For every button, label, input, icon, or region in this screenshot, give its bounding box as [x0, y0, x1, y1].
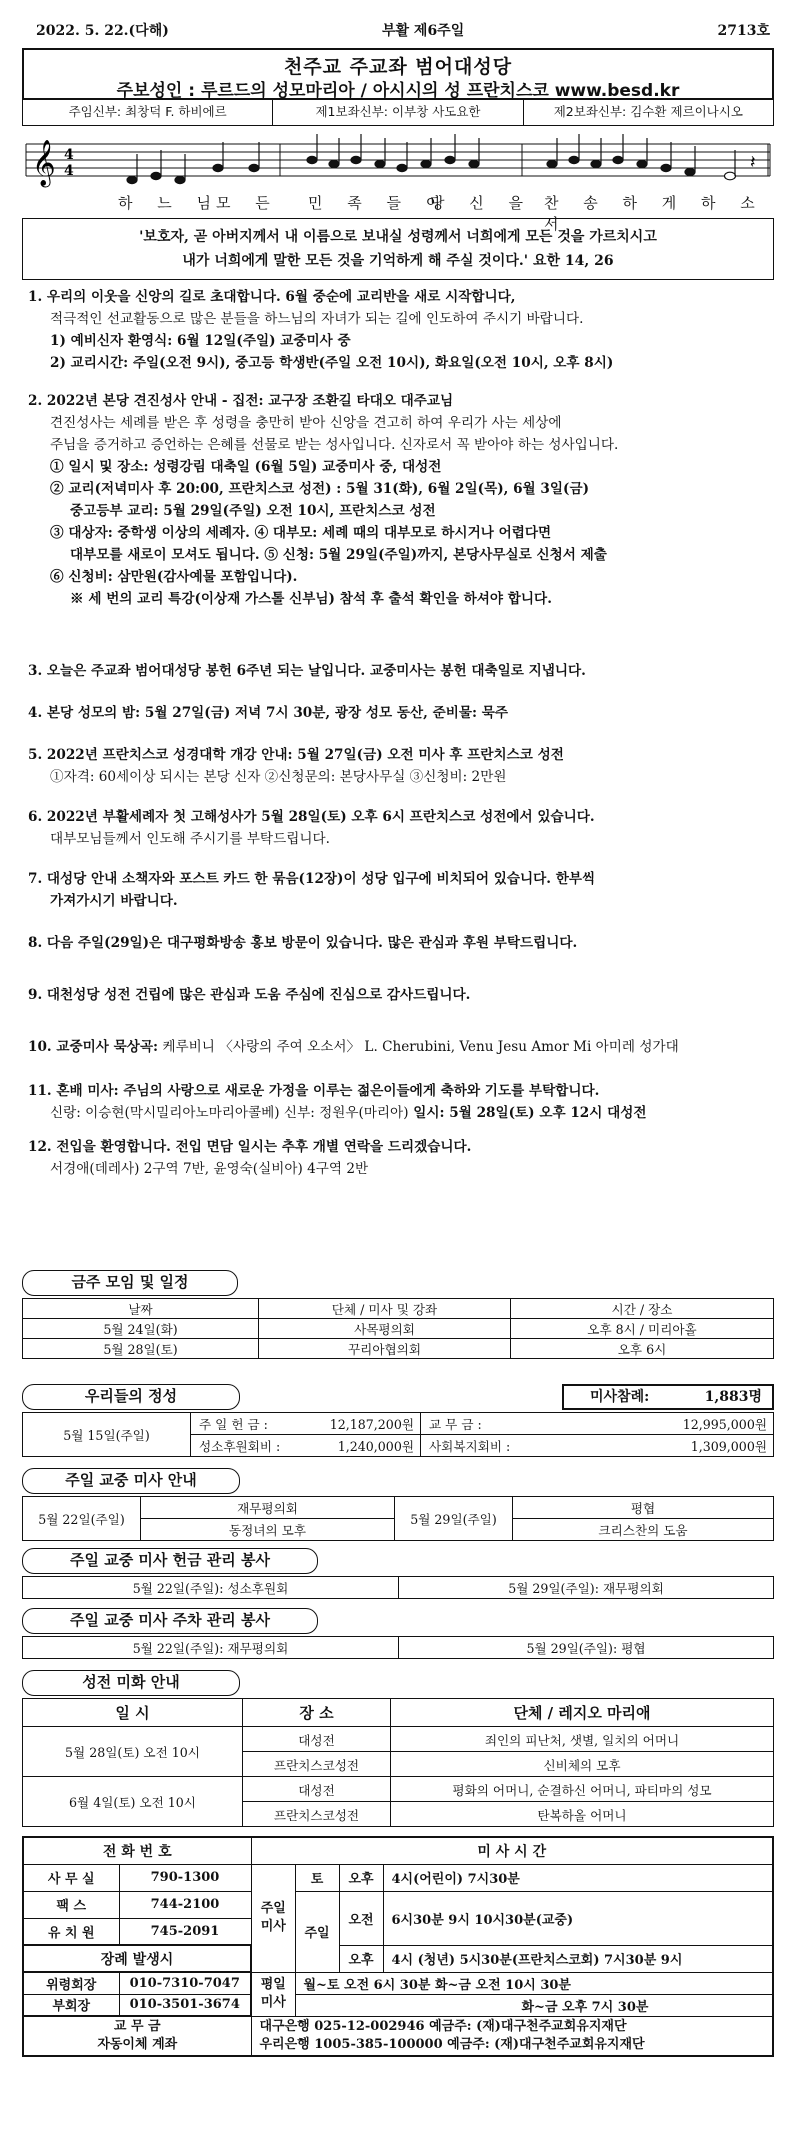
table-row — [23, 1891, 773, 1918]
money-service-2: 5월 29일(주일): 재무평의회 — [399, 1577, 774, 1599]
guide-title: 주일 교중 미사 안내 — [22, 1468, 240, 1494]
sunday-offering-value: 12,187,200원 — [297, 1413, 421, 1435]
guide-group-2a: 평협 — [513, 1497, 774, 1519]
beauty-date-2: 6월 4일(토) 오전 10시 — [23, 1777, 243, 1827]
phone-kindergarten-number: 745-2091 — [119, 1918, 251, 1945]
notice-4-title: 4. 본당 성모의 밤: 5월 27일(금) 저녁 7시 30분, 광장 성모 동산, 준비물: 묵주 — [28, 705, 508, 721]
table-row — [23, 1319, 774, 1339]
notice-1-title: 1. 우리의 이웃을 신앙의 길로 초대합니다. 6월 중순에 교리반을 새로 시작합니다, — [28, 289, 516, 305]
notice-2-text-1: 견진성사는 세례를 받은 후 성령을 충만히 받아 신앙을 견고히 하여 우리가 사는 세상에 — [50, 415, 562, 431]
beauty-group: 평화의 어머니, 순결하신 어머니, 파티마의 성모 — [391, 1777, 774, 1802]
notice-4 — [28, 702, 770, 724]
bank-accounts-cell — [251, 2016, 773, 2056]
guide-group-1b: 동정녀의 모후 — [141, 1519, 395, 1541]
beauty-date-1: 5월 28일(토) 오전 10시 — [23, 1727, 243, 1777]
notice-3-title: 3. 오늘은 주교좌 범어대성당 봉헌 6주년 되는 날입니다. 교중미사는 봉헌 대축일로 지냅니다. — [28, 663, 586, 679]
offering-title: 우리들의 정성 — [22, 1384, 240, 1410]
offering-table — [22, 1412, 774, 1457]
priest-list — [22, 100, 774, 126]
notice-10 — [28, 1036, 770, 1058]
notice-2-item-3b: 대부모를 새로이 모셔도 됩니다. ⑤ 신청: 5월 29일(주일)까지, 본당사무실로 신청서 제출 — [70, 547, 607, 563]
money-service-1: 5월 22일(주일): 성소후원회 — [23, 1577, 399, 1599]
notice-2-item-4: ⑥ 신청비: 삼만원(감사예물 포함입니다). — [50, 569, 298, 585]
bank-subtitle: 자동이체 계좌 — [97, 2037, 178, 2052]
tithe-label: 교 무 금 : — [421, 1413, 537, 1435]
notice-2-item-5: ※ 세 번의 교리 특강(이상재 가스톨 신부님) 참석 후 출석 확인을 하셔야 합니다. — [70, 591, 552, 607]
offering-date: 5월 15일(주일) — [23, 1413, 191, 1457]
issue-number: 2713호 — [717, 23, 770, 39]
bank-title-cell — [23, 2016, 251, 2056]
attendance-box — [562, 1384, 774, 1410]
notice-7 — [28, 868, 770, 912]
attendance-value: 1,883명 — [704, 1389, 762, 1405]
sunday-pm-label: 오후 — [339, 1945, 383, 1972]
phone-kindergarten-label: 유 치 원 — [23, 1918, 119, 1945]
meeting-date: 5월 24일(화) — [23, 1319, 259, 1339]
money-table — [22, 1576, 774, 1599]
patron-saints: 주보성인 : 루르드의 성모마리아 / 아시시의 성 프란치스코 www.besd.kr — [116, 81, 680, 101]
quote-line-2: 내가 너희에게 말한 모든 것을 기억하게 해 주실 것이다.' 요한 14, 26 — [182, 253, 614, 269]
sunday-am-times: 6시30분 9시 10시30분(교중) — [383, 1891, 773, 1945]
beauty-place: 프란치스코성전 — [243, 1802, 391, 1827]
parking-title: 주일 교중 미사 주차 관리 봉사 — [22, 1608, 318, 1634]
notice-1 — [28, 286, 770, 374]
vocation-label: 성소후원회비 : — [191, 1435, 297, 1457]
vocation-value: 1,240,000원 — [297, 1435, 421, 1457]
gospel-quote — [22, 218, 774, 280]
liturgical-week: 부활 제6주일 — [382, 23, 465, 39]
meetings-header-group: 단체 / 미사 및 강좌 — [259, 1299, 511, 1319]
contact-mass-table — [22, 1836, 774, 2057]
meetings-header-date: 날짜 — [23, 1299, 259, 1319]
bank-account-1: 대구은행 025-12-002946 예금주: (재)대구천주교회유지재단 — [259, 2018, 627, 2034]
notice-11 — [28, 1080, 770, 1124]
table-row — [23, 1945, 773, 1972]
meeting-group: 사목평의회 — [259, 1319, 511, 1339]
guide-date-2: 5월 29일(주일) — [395, 1497, 513, 1541]
notice-8-title: 8. 다음 주일(29일)은 대구평화방송 홍보 방문이 있습니다. 많은 관심과 후원 부탁드립니다. — [28, 935, 578, 951]
table-row — [23, 1837, 773, 1864]
rest-icon: 𝄽 — [750, 152, 756, 173]
notice-5-text: ①자격: 60세이상 되시는 본당 신자 ②신청문의: 본당사무실 ③신청비: 2만원 — [50, 769, 507, 785]
notice-11-couple: 신랑: 이승현(막시밀리아노마리아콜베) 신부: 정원우(마리아) — [50, 1105, 409, 1121]
parking-table — [22, 1636, 774, 1659]
parking-service-1: 5월 22일(주일): 재무평의회 — [23, 1637, 399, 1659]
notice-5 — [28, 744, 770, 788]
notice-1-text: 적극적인 선교활동으로 많은 분들을 하느님의 자녀가 되는 길에 인도하여 주시기 바랍니다. — [50, 311, 584, 327]
notice-12-text: 서경애(데레사) 2구역 7반, 윤영숙(실비아) 4구역 2반 — [50, 1161, 369, 1177]
treble-clef-icon: 𝄞 — [32, 140, 56, 186]
weekday-times-1: 월~토 오전 6시 30분 화~금 오전 10시 30분 — [295, 1972, 773, 1994]
beauty-header-place: 장 소 — [243, 1699, 391, 1727]
tithe-value: 12,995,000원 — [537, 1413, 774, 1435]
sunday-mass-label: 주일 미사 — [251, 1864, 295, 1972]
notice-5-title: 5. 2022년 프란치스코 성경대학 개강 안내: 5월 27일(금) 오전 미사 후 프란치스코 성전 — [28, 747, 564, 763]
table-row — [23, 1637, 774, 1659]
notice-1-item-2: 2) 교리시간: 주일(오전 9시), 중고등 학생반(주일 오전 10시), 화요일(오전 10시, 오후 8시) — [50, 355, 614, 371]
notice-6-title: 6. 2022년 부활세례자 첫 고해성사가 5월 28일(토) 오후 6시 프란치스코 성전에서 있습니다. — [28, 809, 595, 825]
attendance-label: 미사참례: — [590, 1389, 650, 1405]
pastor-name: 주임신부: 최창덕 F. 하비에르 — [23, 100, 273, 125]
phone-fax-label: 팩 스 — [23, 1891, 119, 1918]
table-row — [23, 2016, 773, 2056]
table-row — [23, 1699, 774, 1727]
beauty-place: 대성전 — [243, 1777, 391, 1802]
notice-1-item-1: 1) 예비신자 환영식: 6월 12일(주일) 교중미사 중 — [50, 333, 351, 349]
table-row — [23, 1972, 773, 1994]
table-row — [23, 1413, 774, 1435]
table-row — [23, 1497, 774, 1519]
saturday-pm-label: 오후 — [339, 1864, 383, 1891]
bank-title: 교 무 금 — [113, 2019, 161, 2034]
notice-9-title: 9. 대천성당 성전 건립에 많은 관심과 도움 주심에 진심으로 감사드립니다. — [28, 987, 471, 1003]
table-row — [23, 1777, 774, 1802]
meeting-date: 5월 28일(토) — [23, 1339, 259, 1359]
beauty-table — [22, 1698, 774, 1827]
notice-2-item-2b: 중고등부 교리: 5월 29일(주일) 오전 10시, 프란치스코 성전 — [70, 503, 436, 519]
assistant1-name: 제1보좌신부: 이부창 사도요한 — [273, 100, 523, 125]
lyric-4: 당 신 을 — [430, 194, 534, 212]
phone-office-label: 사 무 실 — [23, 1864, 119, 1891]
funeral-vice-number: 010-3501-3674 — [119, 1994, 251, 2016]
notice-2 — [28, 390, 770, 610]
notice-11-datetime: 일시: 5월 28일(토) 오후 12시 대성전 — [408, 1105, 647, 1121]
guide-date-1: 5월 22일(주일) — [23, 1497, 141, 1541]
welfare-label: 사회복지회비 : — [421, 1435, 537, 1457]
funeral-head-label: 위령회장 — [23, 1972, 119, 1994]
welfare-value: 1,309,000원 — [537, 1435, 774, 1457]
notice-2-item-3: ③ 대상자: 중학생 이상의 세례자. ④ 대부모: 세례 때의 대부모로 하시거나 어렵다면 — [50, 525, 552, 541]
lyric-3: 민 족 들 이 — [308, 194, 451, 212]
notice-6-text: 대부모님들께서 인도해 주시기를 부탁드립니다. — [50, 831, 330, 847]
meetings-header-time: 시간 / 장소 — [511, 1299, 774, 1319]
lyric-1: 하 느 님 — [118, 194, 222, 212]
saturday-times: 4시(어린이) 7시30분 — [383, 1864, 773, 1891]
money-title: 주일 교중 미사 헌금 관리 봉사 — [22, 1548, 318, 1574]
notice-7-text: 가져가시기 바랍니다. — [50, 893, 178, 909]
notice-2-text-2: 주님을 증거하고 증언하는 은혜를 선물로 받는 성사입니다. 신자로서 꼭 받아야 하는 성사입니다. — [50, 437, 619, 453]
funeral-title: 장례 발생시 — [23, 1945, 251, 1972]
lyric-5: 찬 송 하 게 하 소 서 — [544, 194, 765, 233]
beauty-group: 죄인의 피난처, 샛별, 일치의 어머니 — [391, 1727, 774, 1752]
phone-fax-number: 744-2100 — [119, 1891, 251, 1918]
notice-2-item-1: ① 일시 및 장소: 성령강림 대축일 (6월 5일) 교중미사 중, 대성전 — [50, 459, 442, 475]
assistant2-name: 제2보좌신부: 김수환 제르이나시오 — [553, 104, 743, 119]
music-staff — [22, 130, 774, 190]
notice-6 — [28, 806, 770, 850]
beauty-place: 프란치스코성전 — [243, 1752, 391, 1777]
table-row — [23, 1577, 774, 1599]
quote-line-1: '보호자, 곧 아버지께서 내 이름으로 보내실 성령께서 너희에게 모든 것을 가르치시고 — [139, 229, 657, 245]
issue-date: 2022. 5. 22.(다해) — [36, 23, 169, 39]
notice-2-item-2: ② 교리(저녁미사 후 20:00, 프란치스코 성전) : 5월 31(화), 6월 2일(목), 6월 3일(금) — [50, 481, 590, 497]
sunday-pm-times: 4시 (청년) 5시30분(프란치스코회) 7시30분 9시 — [383, 1945, 773, 1972]
notice-9 — [28, 984, 770, 1006]
beauty-group: 탄복하올 어머니 — [391, 1802, 774, 1827]
phone-title: 전 화 번 호 — [23, 1837, 251, 1864]
church-name: 천주교 주교좌 범어대성당 — [283, 56, 513, 78]
sunday-label: 주일 — [295, 1891, 339, 1972]
table-row — [23, 1994, 773, 2016]
beauty-group: 신비체의 모후 — [391, 1752, 774, 1777]
table-row — [23, 1864, 773, 1891]
weekday-times-2: 화~금 오후 7시 30분 — [295, 1994, 773, 2016]
funeral-vice-label: 부회장 — [23, 1994, 119, 2016]
phone-office-number: 790-1300 — [119, 1864, 251, 1891]
meetings-title: 금주 모임 및 일정 — [22, 1270, 238, 1296]
guide-group-1a: 재무평의회 — [141, 1497, 395, 1519]
sunday-am-label: 오전 — [339, 1891, 383, 1945]
notice-8 — [28, 932, 770, 954]
sunday-offering-label: 주 일 헌 금 : — [191, 1413, 297, 1435]
parking-service-2: 5월 29일(주일): 평협 — [399, 1637, 774, 1659]
notice-2-title: 2. 2022년 본당 견진성사 안내 - 집전: 교구장 조환길 타대오 대주교님 — [28, 393, 454, 409]
meeting-time: 오후 8시 / 미리아홀 — [511, 1319, 774, 1339]
song-lyrics — [22, 192, 774, 233]
notice-11-title: 11. 혼배 미사: 주님의 사랑으로 새로운 가정을 이루는 젊은이들에게 축하와 기도를 부탁합니다. — [28, 1083, 600, 1099]
beauty-header-date: 일 시 — [23, 1699, 243, 1727]
beauty-header-group: 단체 / 레지오 마리애 — [391, 1699, 774, 1727]
bank-account-2: 우리은행 1005-385-100000 예금주: (재)대구천주교회유지재단 — [259, 2036, 645, 2052]
notice-10-label: 10. 교중미사 묵상곡: — [28, 1039, 159, 1055]
funeral-head-number: 010-7310-7047 — [119, 1972, 251, 1994]
svg-text:4: 4 — [64, 163, 74, 179]
lyric-2: 모 든 — [216, 194, 280, 212]
meeting-group: 꾸리아협의회 — [259, 1339, 511, 1359]
table-row — [23, 1339, 774, 1359]
saturday-label: 토 — [295, 1864, 339, 1891]
beauty-title: 성전 미화 안내 — [22, 1670, 240, 1696]
weekday-mass-label: 평일 미사 — [251, 1972, 295, 2016]
meeting-time: 오후 6시 — [511, 1339, 774, 1359]
bulletin-topline — [22, 18, 770, 40]
guide-table — [22, 1496, 774, 1541]
mass-times-title: 미 사 시 간 — [251, 1837, 773, 1864]
notice-3 — [28, 660, 770, 682]
svg-text:4: 4 — [64, 147, 74, 163]
beauty-place: 대성전 — [243, 1727, 391, 1752]
guide-group-2b: 크리스찬의 도움 — [513, 1519, 774, 1541]
notice-12-title: 12. 전입을 환영합니다. 전입 면담 일시는 추후 개별 연락을 드리겠습니다. — [28, 1139, 472, 1155]
notice-10-text: 케루비니 〈사랑의 주여 오소서〉 L. Cherubini, Venu Jesu Amor Mi 아미레 성가대 — [158, 1039, 679, 1055]
meetings-table — [22, 1298, 774, 1359]
notice-7-title: 7. 대성당 안내 소책자와 포스트 카드 한 묶음(12장)이 성당 입구에 비치되어 있습니다. 한부씩 — [28, 871, 596, 887]
church-title-box — [22, 48, 774, 100]
notice-12 — [28, 1136, 770, 1180]
table-row — [23, 1727, 774, 1752]
